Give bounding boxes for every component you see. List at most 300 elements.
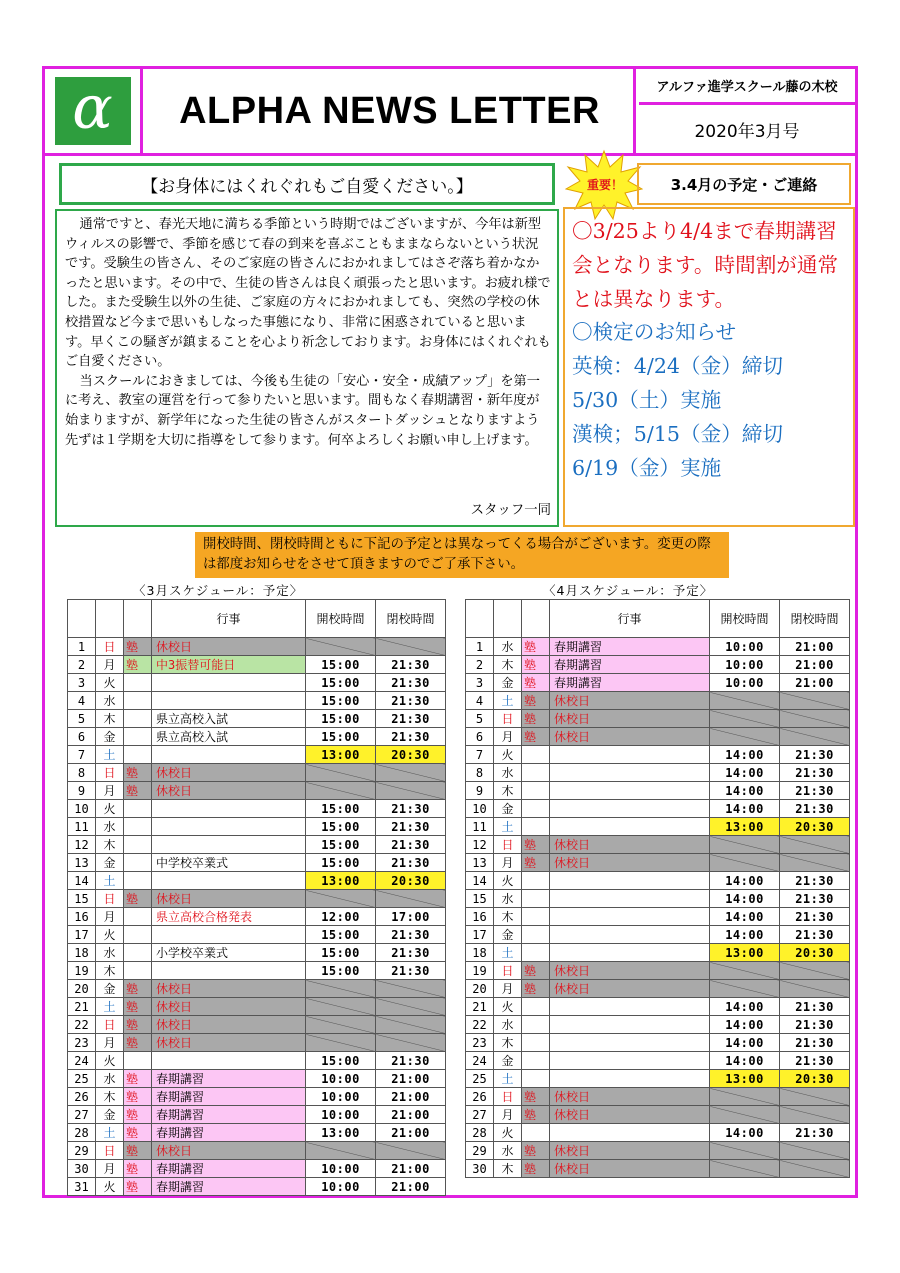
- greeting-signature: スタッフ一同: [470, 503, 551, 519]
- close-time-cell: [376, 1016, 446, 1034]
- table-row: [466, 764, 850, 782]
- event-cell: 春期講習: [550, 674, 710, 692]
- weekday-cell: 月: [96, 656, 124, 674]
- march-schedule-table: [67, 599, 446, 1196]
- date-cell: 16: [466, 908, 494, 926]
- close-time-cell: 21:30: [376, 710, 446, 728]
- weekday-cell: 日: [494, 710, 522, 728]
- mark-cell: [124, 710, 152, 728]
- close-time-cell: 21:30: [780, 1052, 850, 1070]
- mark-cell: [124, 872, 152, 890]
- open-time-cell: [710, 1106, 780, 1124]
- col-date: [466, 600, 494, 638]
- table-row: [68, 1070, 446, 1088]
- open-time-cell: 13:00: [710, 944, 780, 962]
- mark-cell: 塾: [124, 1142, 152, 1160]
- event-cell: [152, 800, 306, 818]
- date-cell: 5: [466, 710, 494, 728]
- notice-kanken-date: 6/19（金）実施: [572, 455, 722, 480]
- event-cell: [550, 1052, 710, 1070]
- table-row: [68, 1106, 446, 1124]
- table-row: [68, 1052, 446, 1070]
- date-cell: 30: [466, 1160, 494, 1178]
- close-time-cell: [780, 1160, 850, 1178]
- date-cell: 23: [466, 1034, 494, 1052]
- event-cell: 春期講習: [152, 1106, 306, 1124]
- close-time-cell: 21:00: [376, 1178, 446, 1196]
- date-cell: 8: [466, 764, 494, 782]
- mark-cell: 塾: [124, 1070, 152, 1088]
- open-time-cell: 15:00: [306, 854, 376, 872]
- table-row: [68, 1142, 446, 1160]
- table-row: [466, 1052, 850, 1070]
- weekday-cell: 日: [96, 1016, 124, 1034]
- close-time-cell: 21:30: [780, 890, 850, 908]
- table-row: [466, 908, 850, 926]
- open-time-cell: [306, 980, 376, 998]
- april-schedule-table: [465, 599, 850, 1178]
- open-time-cell: 14:00: [710, 1052, 780, 1070]
- close-time-cell: 21:30: [376, 728, 446, 746]
- weekday-cell: 月: [494, 1106, 522, 1124]
- table-row: [466, 926, 850, 944]
- event-cell: [550, 1034, 710, 1052]
- event-cell: 中学校卒業式: [152, 854, 306, 872]
- april-caption: 〈4月スケジュール：予定〉: [543, 583, 714, 598]
- close-time-cell: [780, 980, 850, 998]
- header-divider: [45, 153, 855, 156]
- mark-cell: [124, 908, 152, 926]
- table-row: [68, 998, 446, 1016]
- event-cell: [550, 764, 710, 782]
- table-row: [68, 890, 446, 908]
- table-row: [466, 944, 850, 962]
- weekday-cell: 月: [96, 908, 124, 926]
- date-cell: 4: [68, 692, 96, 710]
- event-cell: 春期講習: [152, 1178, 306, 1196]
- open-time-cell: 15:00: [306, 800, 376, 818]
- table-row: [68, 782, 446, 800]
- event-cell: [550, 872, 710, 890]
- close-time-cell: [780, 692, 850, 710]
- close-time-cell: 21:30: [780, 800, 850, 818]
- event-cell: 休校日: [152, 782, 306, 800]
- weekday-cell: 日: [96, 890, 124, 908]
- event-cell: 中3振替可能日: [152, 656, 306, 674]
- mark-cell: [124, 728, 152, 746]
- open-time-cell: [710, 1088, 780, 1106]
- event-cell: [550, 890, 710, 908]
- open-time-cell: 14:00: [710, 1124, 780, 1142]
- date-cell: 29: [68, 1142, 96, 1160]
- open-time-cell: 14:00: [710, 764, 780, 782]
- open-time-cell: 15:00: [306, 962, 376, 980]
- newsletter-frame: [42, 66, 858, 1198]
- open-time-cell: 15:00: [306, 728, 376, 746]
- event-cell: 春期講習: [550, 638, 710, 656]
- weekday-cell: 火: [96, 674, 124, 692]
- mark-cell: 塾: [522, 980, 550, 998]
- event-cell: [550, 908, 710, 926]
- event-cell: 春期講習: [152, 1070, 306, 1088]
- logo-glyph: α: [72, 73, 113, 143]
- weekday-cell: 金: [96, 980, 124, 998]
- open-time-cell: 15:00: [306, 818, 376, 836]
- table-row: [68, 1178, 446, 1196]
- mark-cell: [522, 944, 550, 962]
- table-row: [466, 980, 850, 998]
- open-time-cell: [710, 854, 780, 872]
- open-time-cell: [710, 836, 780, 854]
- open-time-cell: 14:00: [710, 782, 780, 800]
- weekday-cell: 金: [96, 728, 124, 746]
- event-cell: [152, 818, 306, 836]
- table-row: [68, 980, 446, 998]
- event-cell: [152, 962, 306, 980]
- event-cell: 休校日: [550, 728, 710, 746]
- table-row: [466, 1160, 850, 1178]
- date-cell: 17: [466, 926, 494, 944]
- march-caption: 〈3月スケジュール：予定〉: [133, 583, 304, 598]
- weekday-cell: 水: [494, 890, 522, 908]
- col-close: 閉校時間: [376, 600, 446, 638]
- date-cell: 29: [466, 1142, 494, 1160]
- close-time-cell: 21:30: [376, 692, 446, 710]
- event-cell: 春期講習: [550, 656, 710, 674]
- mark-cell: 塾: [522, 854, 550, 872]
- close-time-cell: [780, 710, 850, 728]
- open-time-cell: [306, 764, 376, 782]
- date-cell: 9: [68, 782, 96, 800]
- close-time-cell: 21:30: [376, 800, 446, 818]
- date-cell: 4: [466, 692, 494, 710]
- date-cell: 20: [68, 980, 96, 998]
- event-cell: [152, 1052, 306, 1070]
- close-time-cell: 21:30: [780, 926, 850, 944]
- close-time-cell: [376, 764, 446, 782]
- open-time-cell: 14:00: [710, 872, 780, 890]
- table-row: [466, 998, 850, 1016]
- weekday-cell: 土: [96, 872, 124, 890]
- event-cell: 県立高校入試: [152, 728, 306, 746]
- date-cell: 16: [68, 908, 96, 926]
- date-cell: 15: [466, 890, 494, 908]
- close-time-cell: 20:30: [376, 746, 446, 764]
- table-row: [466, 800, 850, 818]
- notice-spring-course: 〇3/25より4/4まで春期講習会となります。時間割が通常とは異なります。: [572, 219, 839, 311]
- mark-cell: [522, 746, 550, 764]
- date-cell: 27: [466, 1106, 494, 1124]
- date-cell: 14: [466, 872, 494, 890]
- date-cell: 28: [68, 1124, 96, 1142]
- table-row: [68, 1034, 446, 1052]
- close-time-cell: 21:00: [376, 1124, 446, 1142]
- event-cell: 休校日: [550, 980, 710, 998]
- event-cell: 休校日: [152, 638, 306, 656]
- mark-cell: [124, 854, 152, 872]
- event-cell: 休校日: [550, 836, 710, 854]
- close-time-cell: 21:00: [376, 1088, 446, 1106]
- table-row: [68, 728, 446, 746]
- open-time-cell: [710, 710, 780, 728]
- date-cell: 13: [68, 854, 96, 872]
- close-time-cell: [376, 1142, 446, 1160]
- open-time-cell: 15:00: [306, 692, 376, 710]
- event-cell: [550, 818, 710, 836]
- event-cell: [550, 1070, 710, 1088]
- event-cell: 休校日: [550, 1106, 710, 1124]
- alpha-logo-icon: [55, 73, 131, 145]
- col-weekday: [96, 600, 124, 638]
- mark-cell: [522, 1034, 550, 1052]
- open-time-cell: 10:00: [306, 1106, 376, 1124]
- date-cell: 6: [466, 728, 494, 746]
- open-time-cell: [306, 1016, 376, 1034]
- notice-exam-heading: 〇検定のお知らせ: [572, 320, 737, 345]
- weekday-cell: 火: [96, 800, 124, 818]
- date-cell: 5: [68, 710, 96, 728]
- close-time-cell: 21:30: [376, 1052, 446, 1070]
- weekday-cell: 月: [494, 854, 522, 872]
- close-time-cell: [376, 1034, 446, 1052]
- weekday-cell: 木: [494, 908, 522, 926]
- mark-cell: 塾: [522, 1160, 550, 1178]
- mark-cell: [124, 926, 152, 944]
- weekday-cell: 水: [494, 764, 522, 782]
- event-cell: [152, 692, 306, 710]
- open-time-cell: 10:00: [710, 674, 780, 692]
- notice-title: 3.4月の予定・ご連絡: [637, 163, 851, 205]
- open-time-cell: 15:00: [306, 656, 376, 674]
- table-row: [68, 638, 446, 656]
- close-time-cell: 20:30: [780, 818, 850, 836]
- mark-cell: [124, 674, 152, 692]
- mark-cell: 塾: [124, 656, 152, 674]
- table-row: [68, 674, 446, 692]
- open-time-cell: 10:00: [710, 638, 780, 656]
- event-cell: [550, 1016, 710, 1034]
- open-time-cell: 15:00: [306, 710, 376, 728]
- weekday-cell: 木: [96, 962, 124, 980]
- date-cell: 2: [466, 656, 494, 674]
- date-cell: 31: [68, 1178, 96, 1196]
- close-time-cell: [376, 782, 446, 800]
- event-cell: 休校日: [550, 1160, 710, 1178]
- weekday-cell: 水: [96, 1070, 124, 1088]
- event-cell: [550, 800, 710, 818]
- weekday-cell: 火: [96, 926, 124, 944]
- weekday-cell: 金: [494, 1052, 522, 1070]
- issue-date: 2020年3月号: [694, 121, 800, 142]
- date-cell: 3: [68, 674, 96, 692]
- weekday-cell: 火: [96, 1178, 124, 1196]
- weekday-cell: 月: [494, 980, 522, 998]
- table-row: [68, 962, 446, 980]
- event-cell: 春期講習: [152, 1124, 306, 1142]
- event-cell: 休校日: [152, 998, 306, 1016]
- mark-cell: 塾: [124, 1178, 152, 1196]
- mark-cell: [522, 1070, 550, 1088]
- table-row: [68, 1088, 446, 1106]
- greeting-body: [55, 209, 559, 527]
- close-time-cell: 17:00: [376, 908, 446, 926]
- event-cell: [550, 998, 710, 1016]
- close-time-cell: 21:30: [780, 1016, 850, 1034]
- mark-cell: [522, 926, 550, 944]
- table-row: [466, 1088, 850, 1106]
- date-cell: 3: [466, 674, 494, 692]
- date-cell: 22: [68, 1016, 96, 1034]
- mark-cell: 塾: [124, 1034, 152, 1052]
- table-row: [68, 746, 446, 764]
- mark-cell: 塾: [124, 638, 152, 656]
- date-cell: 8: [68, 764, 96, 782]
- mark-cell: 塾: [124, 890, 152, 908]
- schedule-notice: 開校時間、閉校時間ともに下記の予定とは異なってくる場合がございます。変更の際は都度お知らせをさせて頂きますのでご了承下さい。: [195, 532, 729, 578]
- weekday-cell: 土: [494, 1070, 522, 1088]
- table-row: [466, 656, 850, 674]
- event-cell: [152, 746, 306, 764]
- mark-cell: 塾: [124, 1088, 152, 1106]
- table-row: [68, 764, 446, 782]
- col-mark: [124, 600, 152, 638]
- event-cell: 休校日: [152, 1016, 306, 1034]
- close-time-cell: 20:30: [780, 1070, 850, 1088]
- event-cell: 休校日: [152, 980, 306, 998]
- table-row: [68, 800, 446, 818]
- table-row: [466, 692, 850, 710]
- close-time-cell: 21:30: [376, 926, 446, 944]
- event-cell: [152, 926, 306, 944]
- open-time-cell: 15:00: [306, 674, 376, 692]
- open-time-cell: 14:00: [710, 998, 780, 1016]
- date-cell: 1: [68, 638, 96, 656]
- close-time-cell: [376, 638, 446, 656]
- col-event: 行事: [152, 600, 306, 638]
- event-cell: 小学校卒業式: [152, 944, 306, 962]
- weekday-cell: 火: [494, 1124, 522, 1142]
- weekday-cell: 日: [96, 1142, 124, 1160]
- greeting-paragraph-2: 当スクールにおきましては、今後も生徒の「安心・安全・成績アップ」を第一に考え、教室の運営を行って参りたいと思います。間もなく春期講習・新年度が始まりますが、新学年になった生徒の皆さんがスタートダッシュとなりますよう先ずは１学期を大切に指導をして参ります。何卒よろしくお願い申し上げます。: [65, 373, 540, 448]
- close-time-cell: [780, 836, 850, 854]
- event-cell: [152, 836, 306, 854]
- close-time-cell: 21:30: [780, 998, 850, 1016]
- close-time-cell: [376, 890, 446, 908]
- mark-cell: 塾: [124, 764, 152, 782]
- event-cell: 春期講習: [152, 1160, 306, 1178]
- table-row: [466, 746, 850, 764]
- table-row: [68, 944, 446, 962]
- mark-cell: [124, 692, 152, 710]
- mark-cell: 塾: [522, 656, 550, 674]
- date-cell: 12: [466, 836, 494, 854]
- open-time-cell: 14:00: [710, 1034, 780, 1052]
- close-time-cell: 21:00: [780, 674, 850, 692]
- weekday-cell: 土: [494, 818, 522, 836]
- open-time-cell: [306, 890, 376, 908]
- weekday-cell: 木: [96, 836, 124, 854]
- date-cell: 10: [466, 800, 494, 818]
- weekday-cell: 月: [96, 782, 124, 800]
- open-time-cell: 15:00: [306, 836, 376, 854]
- mark-cell: [522, 800, 550, 818]
- close-time-cell: 21:30: [376, 944, 446, 962]
- date-cell: 23: [68, 1034, 96, 1052]
- table-row: [68, 1124, 446, 1142]
- weekday-cell: 日: [96, 638, 124, 656]
- close-time-cell: [780, 854, 850, 872]
- table-row: [466, 710, 850, 728]
- date-cell: 15: [68, 890, 96, 908]
- weekday-cell: 月: [494, 728, 522, 746]
- date-cell: 7: [466, 746, 494, 764]
- weekday-cell: 日: [494, 1088, 522, 1106]
- mark-cell: 塾: [522, 710, 550, 728]
- open-time-cell: 14:00: [710, 908, 780, 926]
- close-time-cell: 21:30: [780, 872, 850, 890]
- close-time-cell: 21:00: [376, 1160, 446, 1178]
- open-time-cell: 10:00: [306, 1088, 376, 1106]
- open-time-cell: [306, 1142, 376, 1160]
- mark-cell: [124, 746, 152, 764]
- open-time-cell: [710, 1160, 780, 1178]
- open-time-cell: [306, 638, 376, 656]
- table-row: [68, 818, 446, 836]
- mark-cell: 塾: [124, 1106, 152, 1124]
- weekday-cell: 土: [96, 746, 124, 764]
- date-cell: 28: [466, 1124, 494, 1142]
- mark-cell: 塾: [124, 998, 152, 1016]
- close-time-cell: [780, 1106, 850, 1124]
- date-cell: 24: [466, 1052, 494, 1070]
- weekday-cell: 木: [494, 656, 522, 674]
- close-time-cell: 21:30: [780, 764, 850, 782]
- mark-cell: 塾: [522, 638, 550, 656]
- date-cell: 19: [466, 962, 494, 980]
- table-row: [466, 674, 850, 692]
- weekday-cell: 土: [96, 1124, 124, 1142]
- table-row: [466, 962, 850, 980]
- open-time-cell: [306, 1034, 376, 1052]
- close-time-cell: [780, 1088, 850, 1106]
- open-time-cell: [306, 782, 376, 800]
- table-row: [466, 1124, 850, 1142]
- table-row: [68, 908, 446, 926]
- date-cell: 25: [466, 1070, 494, 1088]
- date-cell: 18: [466, 944, 494, 962]
- close-time-cell: [376, 998, 446, 1016]
- mark-cell: 塾: [522, 674, 550, 692]
- weekday-cell: 土: [494, 692, 522, 710]
- date-cell: 9: [466, 782, 494, 800]
- table-row: [466, 1034, 850, 1052]
- weekday-cell: 金: [494, 926, 522, 944]
- event-cell: 休校日: [550, 692, 710, 710]
- mark-cell: [522, 908, 550, 926]
- date-cell: 21: [68, 998, 96, 1016]
- logo-box: [45, 69, 143, 153]
- open-time-cell: [306, 998, 376, 1016]
- event-cell: 休校日: [550, 854, 710, 872]
- event-cell: 休校日: [152, 764, 306, 782]
- date-cell: 25: [68, 1070, 96, 1088]
- close-time-cell: 21:30: [376, 656, 446, 674]
- event-cell: 休校日: [550, 962, 710, 980]
- open-time-cell: 15:00: [306, 926, 376, 944]
- table-row: [466, 890, 850, 908]
- event-cell: 春期講習: [152, 1088, 306, 1106]
- weekday-cell: 火: [96, 1052, 124, 1070]
